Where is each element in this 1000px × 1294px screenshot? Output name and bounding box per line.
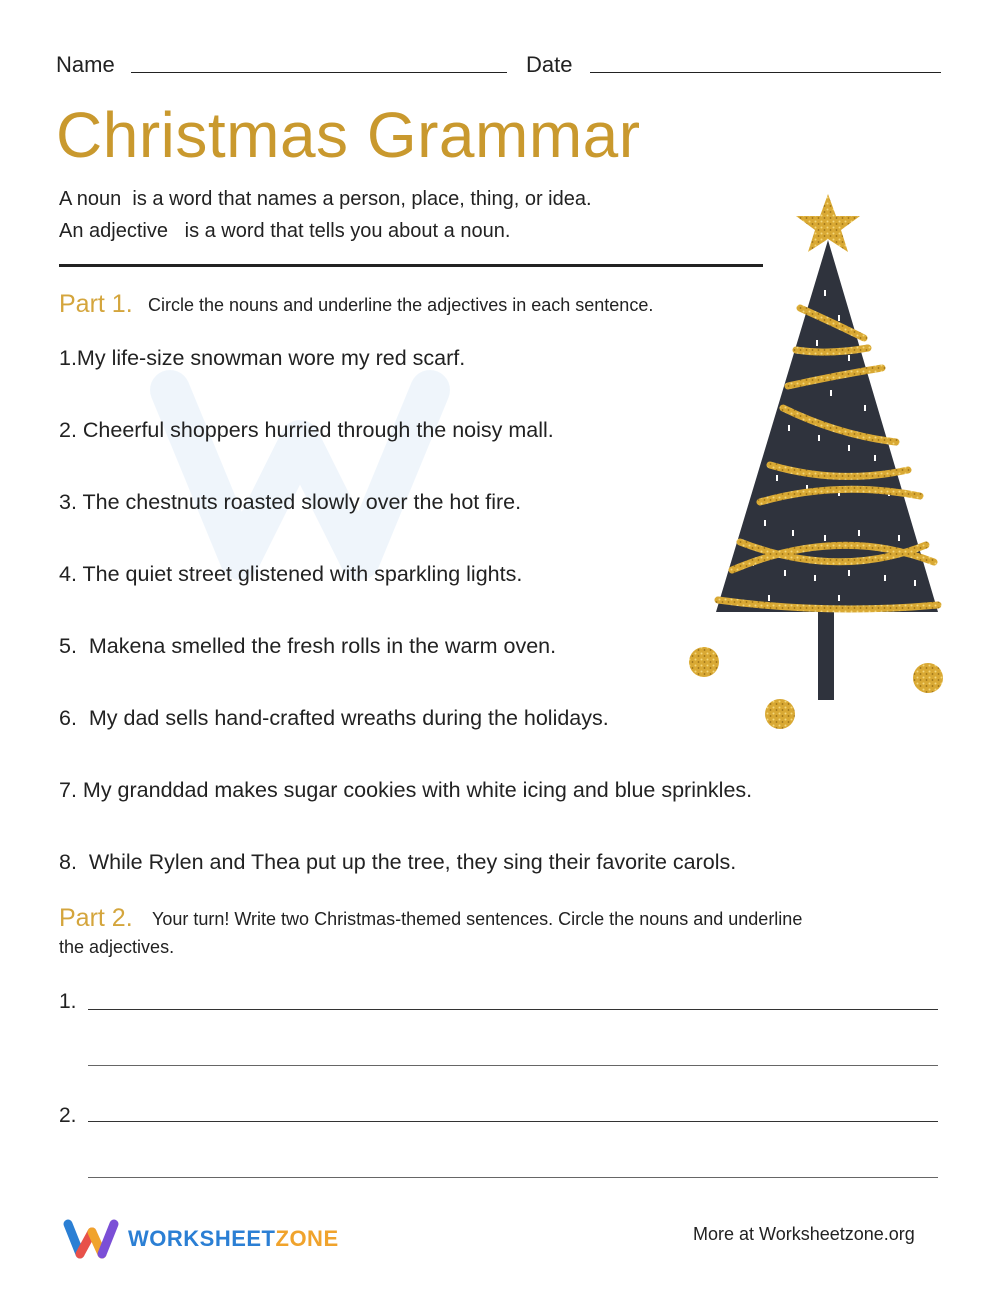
name-line[interactable] — [131, 72, 507, 73]
sentence-7: 7. My granddad makes sugar cookies with white icing and blue sprinkles. — [59, 778, 753, 802]
sentence-3: 3. The chestnuts roasted slowly over the hot fire. — [59, 490, 522, 514]
part2-label: Part 2. — [59, 904, 133, 932]
part2-instruction-line2: the adjectives. — [59, 937, 175, 957]
answer-1-number: 1. — [59, 990, 77, 1013]
ornament-icon — [689, 647, 719, 677]
answer-2-number: 2. — [59, 1104, 77, 1127]
noun-definition: A noun is a word that names a person, place, thing, or idea. — [59, 188, 592, 210]
footer-brand — [128, 1226, 339, 1252]
part1-label: Part 1. — [59, 290, 133, 318]
date-label: Date — [526, 52, 573, 77]
footer-more-link[interactable]: More at Worksheetzone.org — [693, 1224, 915, 1244]
answer-2-line-a[interactable] — [88, 1121, 938, 1122]
christmas-tree-illustration — [688, 190, 958, 730]
part1-instruction: Circle the nouns and underline the adjectives in each sentence. — [148, 295, 654, 315]
tree-trunk — [818, 600, 834, 700]
date-line[interactable] — [590, 72, 941, 73]
sentence-5: 5. Makena smelled the fresh rolls in the warm oven. — [59, 634, 557, 658]
brand-worksheet: WORKSHEET — [128, 1226, 276, 1251]
page-title: Christmas Grammar — [56, 99, 641, 171]
adjective-definition: An adjective is a word that tells you about a noun. — [59, 220, 511, 242]
section-divider — [59, 264, 763, 267]
ornament-icon — [913, 663, 943, 693]
sentence-2: 2. Cheerful shoppers hurried through the noisy mall. — [59, 418, 554, 442]
part2-instruction-line1: Your turn! Write two Christmas-themed sentences. Circle the nouns and underline — [152, 909, 803, 929]
sentence-6: 6. My dad sells hand-crafted wreaths during the holidays. — [59, 706, 609, 730]
sentence-4: 4. The quiet street glistened with sparkling lights. — [59, 562, 523, 586]
ornament-icon — [765, 699, 795, 729]
name-label: Name — [56, 52, 115, 77]
answer-1-line-b[interactable] — [88, 1065, 938, 1066]
worksheetzone-logo-icon — [62, 1216, 120, 1262]
sentence-8: 8. While Rylen and Thea put up the tree, they sing their favorite carols. — [59, 850, 737, 874]
answer-1-line-a[interactable] — [88, 1009, 938, 1010]
answer-2-line-b[interactable] — [88, 1177, 938, 1178]
sentence-1: 1.My life-size snowman wore my red scarf. — [59, 346, 466, 370]
brand-zone: ZONE — [275, 1226, 339, 1251]
